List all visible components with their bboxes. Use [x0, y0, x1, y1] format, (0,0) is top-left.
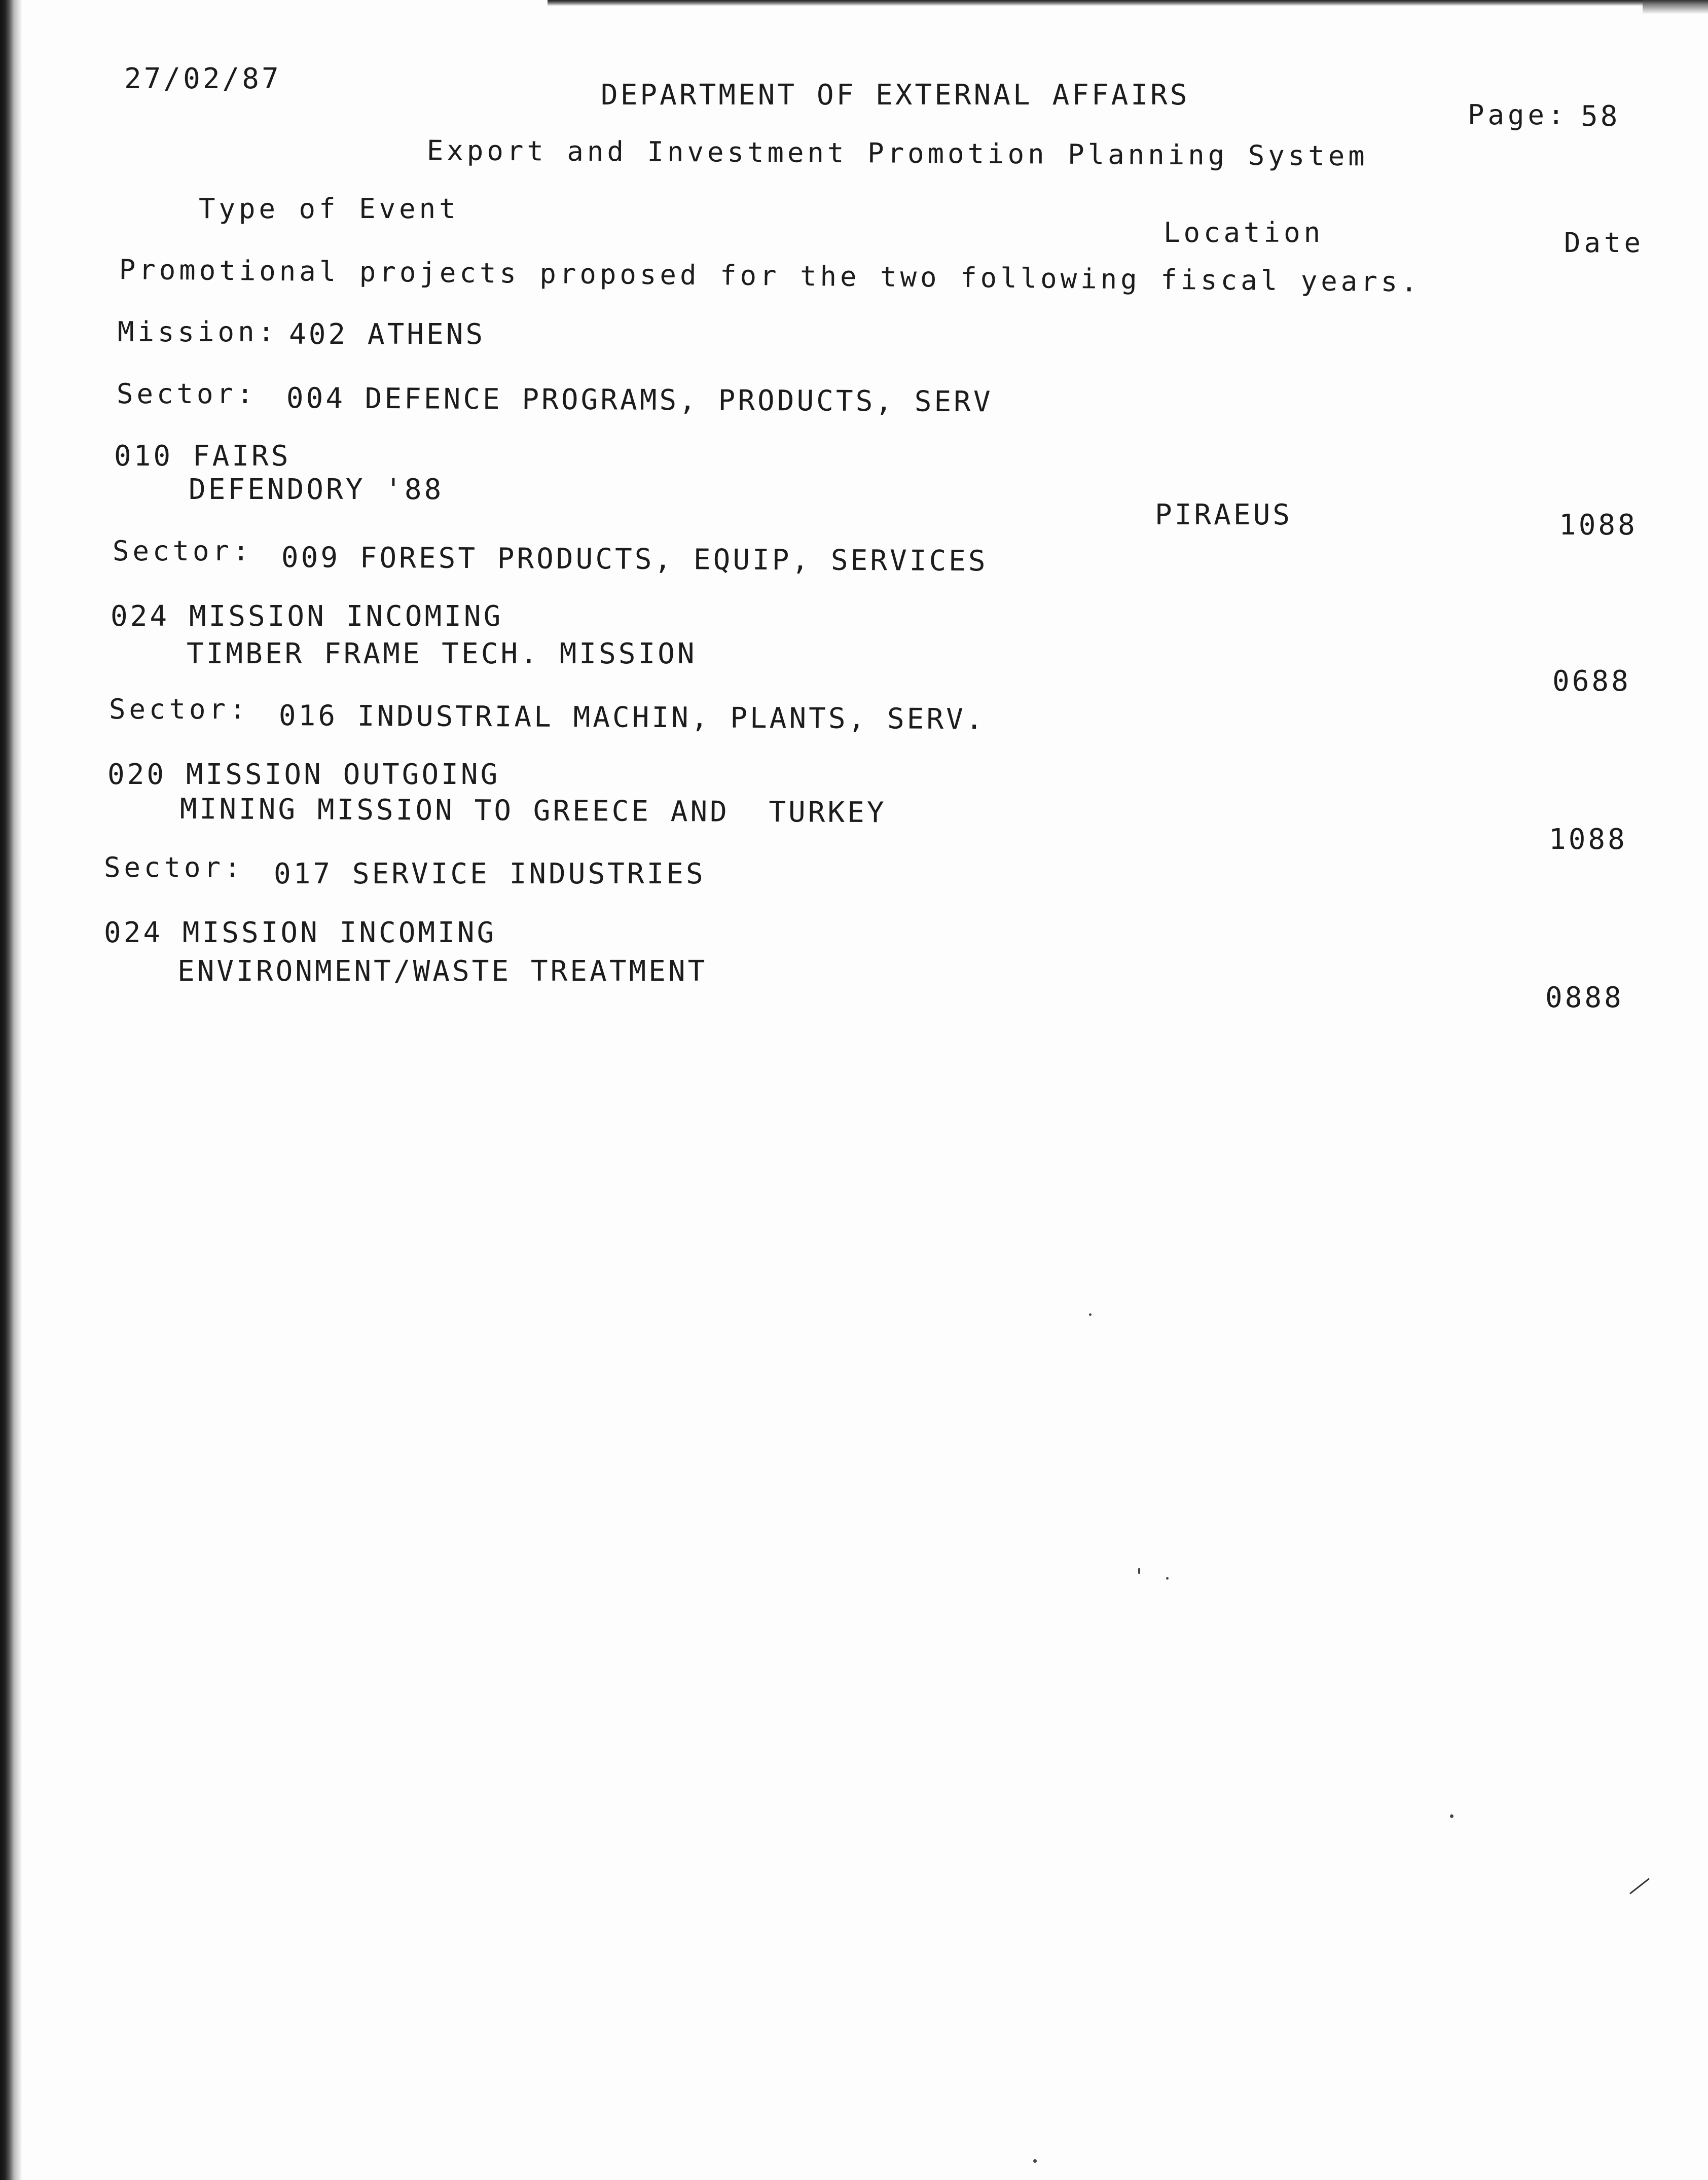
scan-speck	[1138, 1568, 1140, 1574]
scan-speck	[1033, 2159, 1037, 2163]
sector-label: Sector:	[117, 378, 257, 410]
mission-label: Mission:	[118, 316, 278, 348]
column-header-location: Location	[1164, 217, 1324, 248]
event-date: 0688	[1552, 665, 1631, 698]
scan-edge-left	[0, 0, 22, 2180]
sector-value: 009 FOREST PRODUCTS, EQUIP, SERVICES	[281, 541, 988, 578]
event-type: 024 MISSION INCOMING	[104, 916, 497, 949]
sector-label: Sector:	[104, 851, 244, 883]
event-location: PIRAEUS	[1155, 498, 1293, 531]
sector-value: 017 SERVICE INDUSTRIES	[274, 857, 706, 890]
sector-value: 016 INDUSTRIAL MACHIN, PLANTS, SERV.	[278, 699, 986, 736]
scan-speck	[1089, 1313, 1092, 1316]
page-label: Page:	[1468, 99, 1568, 131]
report-date: 27/02/87	[124, 62, 281, 95]
sector-label: Sector:	[113, 535, 253, 567]
event-name: TIMBER FRAME TECH. MISSION	[187, 637, 697, 670]
event-name: ENVIRONMENT/WASTE TREATMENT	[177, 955, 708, 988]
event-type: 024 MISSION INCOMING	[111, 600, 503, 633]
event-date: 1088	[1559, 509, 1638, 542]
event-name: DEFENDORY '88	[189, 473, 444, 506]
column-header-date: Date	[1564, 227, 1645, 259]
scan-speck	[1450, 1814, 1453, 1818]
event-type: 010 FAIRS	[114, 440, 291, 473]
sector-label: Sector:	[109, 693, 249, 725]
scan-speck	[1166, 1577, 1169, 1580]
event-type: 020 MISSION OUTGOING	[107, 758, 500, 791]
sector-value: 004 DEFENCE PROGRAMS, PRODUCTS, SERV	[286, 382, 993, 419]
intro-text: Promotional projects proposed for the two following fiscal years.	[119, 254, 1422, 298]
mission-value: 402 ATHENS	[289, 318, 486, 351]
scan-mark	[1629, 1878, 1650, 1895]
system-title: Export and Investment Promotion Planning System	[426, 134, 1369, 172]
department-title: DEPARTMENT OF EXTERNAL AFFAIRS	[601, 79, 1190, 112]
scan-edge-top	[548, 0, 1708, 6]
scan-edge-top-right	[1643, 0, 1708, 14]
column-header-type-of-event: Type of Event	[199, 193, 459, 225]
event-name: MINING MISSION TO GREECE AND TURKEY	[179, 793, 887, 830]
event-date: 0888	[1545, 981, 1624, 1014]
event-date: 1088	[1549, 823, 1627, 856]
page-number: 58	[1581, 100, 1620, 133]
